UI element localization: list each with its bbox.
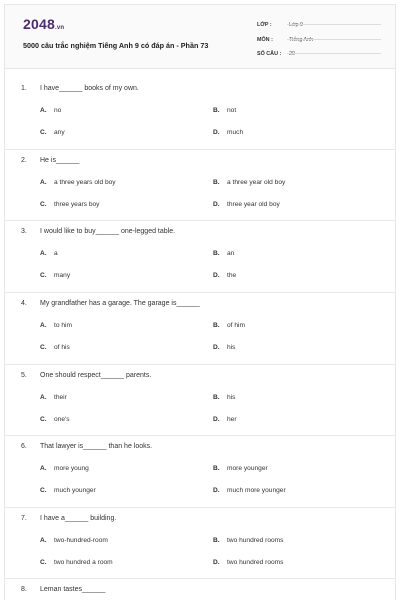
option-a[interactable] xyxy=(40,179,116,186)
option-letter: B. xyxy=(213,322,220,329)
option-text: three years boy xyxy=(54,201,100,208)
option-text: two-hundred-room xyxy=(54,537,108,544)
option-letter: B. xyxy=(213,465,220,472)
meta-underline xyxy=(287,53,381,54)
divider xyxy=(5,149,395,150)
option-b[interactable] xyxy=(213,179,285,186)
question-text: Leman tastes______ xyxy=(40,586,106,593)
option-text: a three years old boy xyxy=(54,179,116,186)
option-text: two hundred rooms xyxy=(227,537,284,544)
option-letter: D. xyxy=(213,129,220,136)
meta-value: Tiếng Anh xyxy=(289,37,314,43)
option-c[interactable] xyxy=(40,416,70,423)
option-b[interactable] xyxy=(213,394,235,401)
question-text: I would like to buy______ one-legged table. xyxy=(40,228,176,235)
option-letter: B. xyxy=(213,250,220,257)
option-text: two hundred rooms xyxy=(227,559,284,566)
option-letter: A. xyxy=(40,250,47,257)
divider xyxy=(5,507,395,508)
option-letter: D. xyxy=(213,272,220,279)
option-letter: A. xyxy=(40,537,47,544)
meta-label: MÔN : xyxy=(257,37,273,43)
option-letter: C. xyxy=(40,416,47,423)
option-c[interactable] xyxy=(40,487,96,494)
option-text: to him xyxy=(54,322,72,329)
option-b[interactable] xyxy=(213,322,245,329)
question-number: 7. xyxy=(21,515,27,522)
option-a[interactable] xyxy=(40,465,89,472)
page xyxy=(4,4,396,600)
option-text: their xyxy=(54,394,67,401)
option-a[interactable] xyxy=(40,107,61,114)
question-text: I have a______ building. xyxy=(40,515,117,522)
option-text: a xyxy=(54,250,58,257)
option-letter: B. xyxy=(213,394,220,401)
question-number: 4. xyxy=(21,300,27,307)
question-text: I have______ books of my own. xyxy=(40,85,139,92)
option-letter: B. xyxy=(213,107,220,114)
meta-label: LỚP : xyxy=(257,22,272,28)
option-letter: B. xyxy=(213,537,220,544)
option-letter: A. xyxy=(40,394,47,401)
option-text: his xyxy=(227,344,236,351)
option-text: three year old boy xyxy=(227,201,280,208)
logo-main: 2048 xyxy=(23,16,55,32)
meta-value: Lớp 9 xyxy=(289,22,304,28)
option-c[interactable] xyxy=(40,559,113,566)
option-text: an xyxy=(227,250,235,257)
option-text: two hundred a room xyxy=(54,559,113,566)
divider xyxy=(5,292,395,293)
question-number: 2. xyxy=(21,157,27,164)
option-d[interactable] xyxy=(213,344,235,351)
divider xyxy=(5,364,395,365)
question-text: That lawyer is______ than he looks. xyxy=(40,443,153,450)
option-d[interactable] xyxy=(213,201,280,208)
divider xyxy=(5,220,395,221)
meta-underline xyxy=(287,39,381,40)
option-a[interactable] xyxy=(40,537,108,544)
option-d[interactable] xyxy=(213,129,243,136)
logo-suffix: .vn xyxy=(54,25,65,31)
header xyxy=(5,5,395,69)
question-number: 6. xyxy=(21,443,27,450)
option-d[interactable] xyxy=(213,272,236,279)
option-text: much younger xyxy=(54,487,96,494)
option-text: no xyxy=(54,107,62,114)
option-letter: C. xyxy=(40,272,47,279)
meta-value: 20 xyxy=(289,51,295,57)
option-b[interactable] xyxy=(213,107,236,114)
option-letter: C. xyxy=(40,201,47,208)
divider xyxy=(5,578,395,579)
option-letter: C. xyxy=(40,487,47,494)
question-text: One should respect______ parents. xyxy=(40,372,152,379)
option-b[interactable] xyxy=(213,465,268,472)
option-letter: D. xyxy=(213,416,220,423)
option-c[interactable] xyxy=(40,272,70,279)
option-a[interactable] xyxy=(40,250,58,257)
option-text: her xyxy=(227,416,237,423)
option-letter: C. xyxy=(40,129,47,136)
meta-underline xyxy=(287,24,381,25)
document-title: 5000 câu trắc nghiệm Tiếng Anh 9 có đáp án - Phần 73 xyxy=(23,41,209,50)
option-letter: D. xyxy=(213,201,220,208)
divider xyxy=(5,435,395,436)
option-letter: C. xyxy=(40,559,47,566)
option-c[interactable] xyxy=(40,201,99,208)
option-text: more young xyxy=(54,465,89,472)
option-text: much more younger xyxy=(227,487,286,494)
option-letter: A. xyxy=(40,322,47,329)
option-text: much xyxy=(227,129,244,136)
question-text: He is______ xyxy=(40,157,80,164)
option-text: one's xyxy=(54,416,70,423)
option-letter: A. xyxy=(40,465,47,472)
option-c[interactable] xyxy=(40,129,65,136)
option-text: more younger xyxy=(227,465,268,472)
option-letter: C. xyxy=(40,344,47,351)
option-text: many xyxy=(54,272,71,279)
option-letter: D. xyxy=(213,344,220,351)
meta-label: SỐ CÂU : xyxy=(257,51,282,57)
option-d[interactable] xyxy=(213,559,283,566)
question-text: My grandfather has a garage. The garage is______ xyxy=(40,300,200,307)
option-a[interactable] xyxy=(40,322,72,329)
option-text: not xyxy=(227,107,237,114)
option-text: any xyxy=(54,129,65,136)
option-text: of his xyxy=(54,344,70,351)
option-letter: B. xyxy=(213,179,220,186)
site-logo[interactable] xyxy=(23,16,64,32)
option-text: his xyxy=(227,394,236,401)
option-letter: D. xyxy=(213,487,220,494)
question-number: 8. xyxy=(21,586,27,593)
question-number: 1. xyxy=(21,85,27,92)
option-a[interactable] xyxy=(40,394,67,401)
option-c[interactable] xyxy=(40,344,70,351)
option-letter: A. xyxy=(40,179,47,186)
question-number: 5. xyxy=(21,372,27,379)
option-text: of him xyxy=(227,322,245,329)
option-b[interactable] xyxy=(213,537,283,544)
option-d[interactable] xyxy=(213,416,237,423)
option-text: the xyxy=(227,272,237,279)
option-text: a three year old boy xyxy=(227,179,286,186)
option-d[interactable] xyxy=(213,487,286,494)
option-letter: D. xyxy=(213,559,220,566)
option-b[interactable] xyxy=(213,250,234,257)
option-letter: A. xyxy=(40,107,47,114)
question-number: 3. xyxy=(21,228,27,235)
